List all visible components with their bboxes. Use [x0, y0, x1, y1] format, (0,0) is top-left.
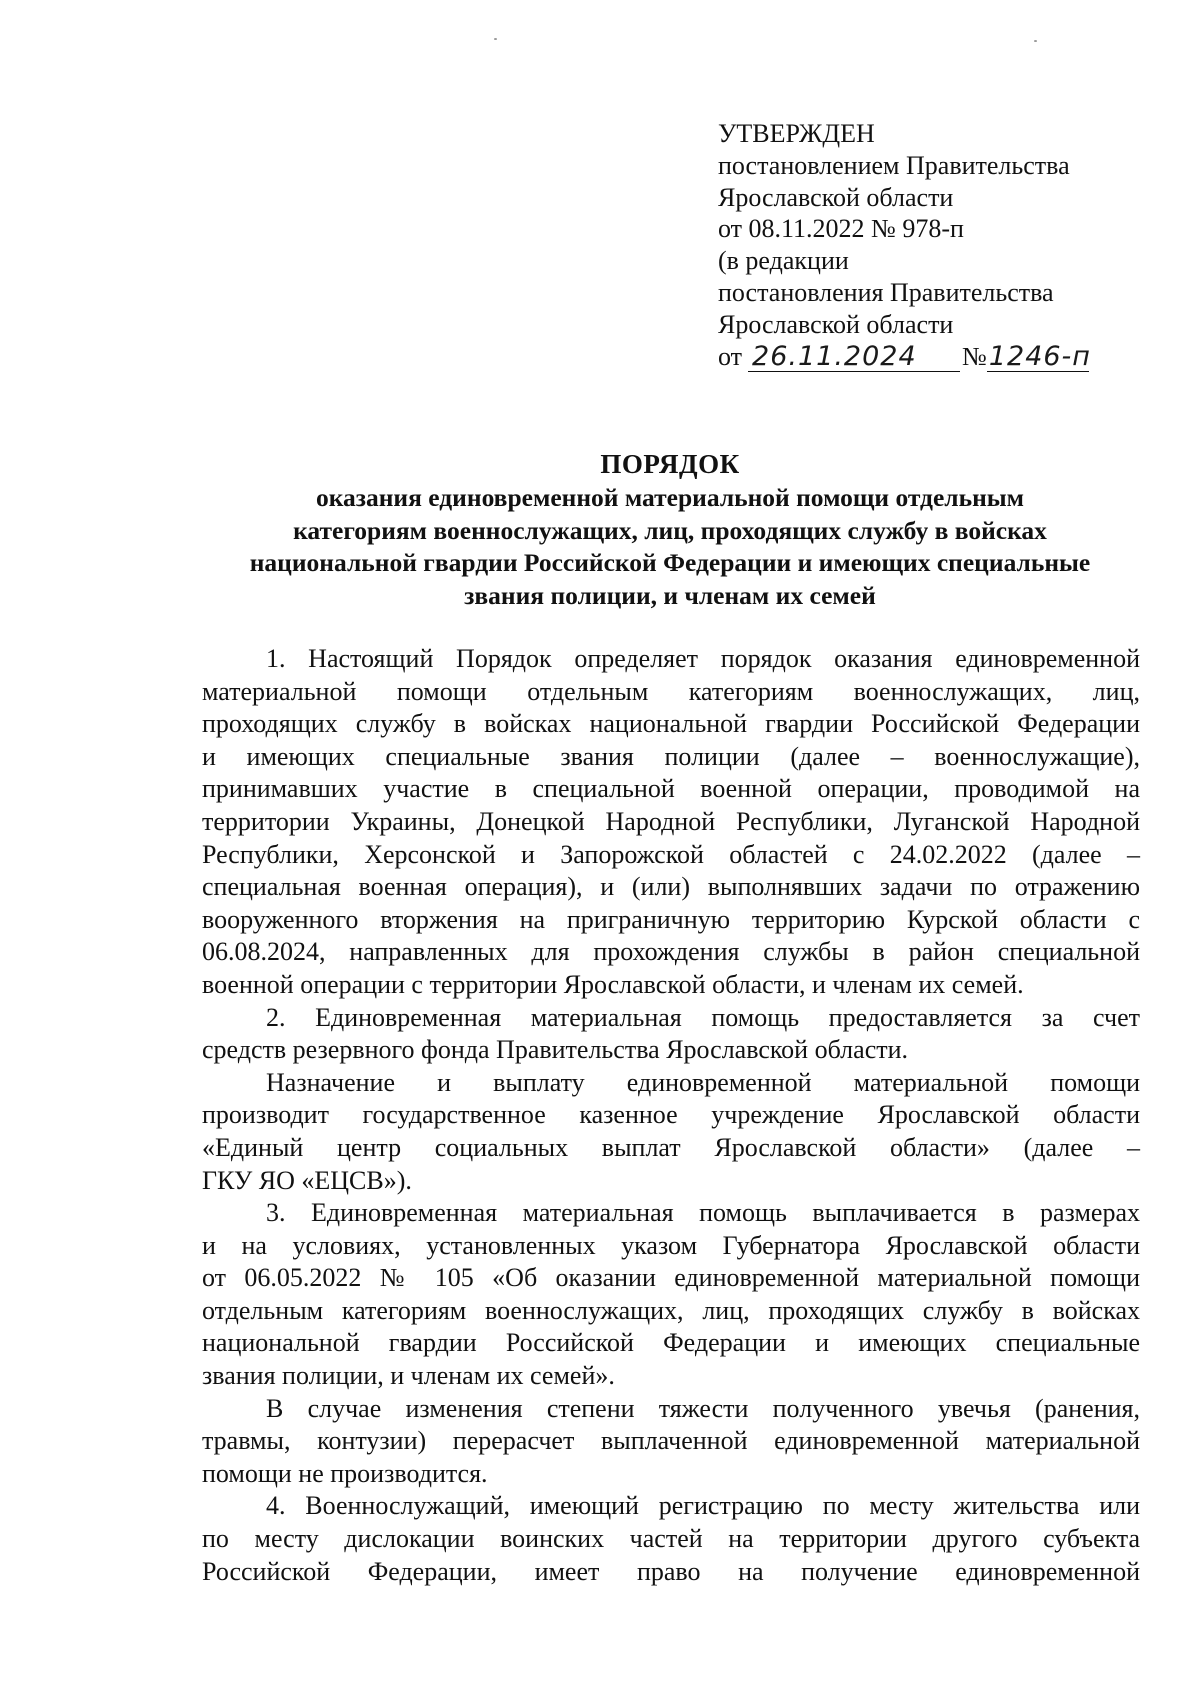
paragraph-line: 1. Настоящий Порядок определяет порядок оказания единовременной — [266, 644, 1140, 673]
paragraph-line: 06.08.2024, направленных для прохождения службы в район специальной — [202, 937, 1140, 967]
document-body — [202, 643, 1140, 1588]
paragraph-line: отдельным категориям военнослужащих, лиц, проходящих службу в войсках — [202, 1295, 1140, 1325]
handwritten-date: 26.11.2024 — [748, 343, 960, 372]
paragraph-line: и на условиях, установленных указом Губернатора Ярославской области — [202, 1230, 1140, 1260]
paragraph-line: вооруженного вторжения на приграничную территорию Курской области с — [202, 904, 1140, 934]
date-prefix: от — [718, 341, 743, 371]
paragraph-line: материальной помощи отдельным категориям военнослужащих, лиц, — [202, 676, 1140, 706]
paragraph-line: производит государственное казенное учреждение Ярославской области — [202, 1100, 1140, 1130]
paragraph-line: 3. Единовременная материальная помощь выплачивается в размерах — [266, 1198, 1140, 1228]
paragraph-line: военной операции с территории Ярославской области, и членам их семей. — [202, 969, 1024, 999]
paragraph-line: и имеющих специальные звания полиции (далее – военнослужащие), — [202, 741, 1140, 771]
paragraph-line: Республики, Херсонской и Запорожской областей с 24.02.2022 (далее – — [202, 839, 1140, 869]
scan-speck — [1034, 40, 1037, 42]
approval-line: Ярославской области — [718, 182, 954, 212]
paragraph-line: 4. Военнослужащий, имеющий регистрацию по месту жительства или — [266, 1491, 1140, 1521]
subtitle-line: национальной гвардии Российской Федерации и имеющих специальные — [249, 548, 1091, 577]
paragraph-line: территории Украины, Донецкой Народной Республики, Луганской Народной — [202, 806, 1140, 836]
subtitle-line: категориям военнослужащих, лиц, проходящих службу в войсках — [293, 515, 1047, 545]
paragraph-line: помощи не производится. — [202, 1458, 488, 1488]
approval-line: (в редакции — [718, 246, 849, 276]
paragraph-line: средств резервного фонда Правительства Ярославской области. — [202, 1035, 909, 1065]
handwritten-number: 1246-п — [988, 341, 1091, 373]
approval-stamp-block — [718, 118, 1158, 372]
approval-line: от 08.11.2022 № 978-п — [718, 214, 964, 244]
paragraph — [202, 1393, 1140, 1491]
approval-date-line — [718, 341, 1158, 373]
approval-line: постановлением Правительства — [718, 150, 1070, 180]
paragraph — [202, 1067, 1140, 1197]
paragraph-line: принимавших участие в специальной военной операции, проводимой на — [202, 774, 1140, 804]
paragraph-line: Российской Федерации, имеет право на получение единовременной — [202, 1556, 1140, 1586]
subtitle-line: звания полиции, и членам их семей — [464, 580, 876, 610]
paragraph-line: травмы, контузии) перерасчет выплаченной единовременной материальной — [202, 1426, 1140, 1456]
paragraph-line: от 06.05.2022 № 105 «Об оказании единовременной материальной помощи — [202, 1263, 1140, 1293]
paragraph-line: звания полиции, и членам их семей». — [202, 1361, 615, 1391]
paragraph — [202, 643, 1140, 1002]
paragraph-line: 2. Единовременная материальная помощь предоставляется за счет — [266, 1002, 1140, 1032]
approval-line: постановления Правительства — [718, 277, 1054, 307]
paragraph — [202, 1197, 1140, 1393]
document-title: ПОРЯДОК — [600, 449, 740, 479]
paragraph-line: специальная военная операция), и (или) выполнявших задачи по отражению — [202, 872, 1140, 902]
approval-heading: УТВЕРЖДЕН — [718, 119, 875, 148]
document-title-block — [205, 446, 1135, 612]
number-sign: № — [962, 341, 987, 371]
paragraph-line: «Единый центр социальных выплат Ярославской области» (далее – — [202, 1132, 1140, 1162]
subtitle-line: оказания единовременной материальной помощи отдельным — [315, 483, 1025, 512]
scan-speck — [494, 38, 497, 40]
paragraph-line: по месту дислокации воинских частей на территории другого субъекта — [202, 1524, 1140, 1554]
paragraph-line: Назначение и выплату единовременной материальной помощи — [266, 1067, 1140, 1097]
approval-line: Ярославской области — [718, 309, 954, 339]
paragraph-line: В случае изменения степени тяжести полученного увечья (ранения, — [266, 1393, 1140, 1423]
paragraph — [202, 1002, 1140, 1067]
paragraph — [202, 1490, 1140, 1588]
paragraph-line: ГКУ ЯО «ЕЦСВ»). — [202, 1165, 412, 1195]
paragraph-line: национальной гвардии Российской Федерации и имеющих специальные — [202, 1328, 1140, 1358]
document-subtitle — [205, 482, 1135, 612]
paragraph-line: проходящих службу в войсках национальной гвардии Российской Федерации — [202, 709, 1140, 739]
